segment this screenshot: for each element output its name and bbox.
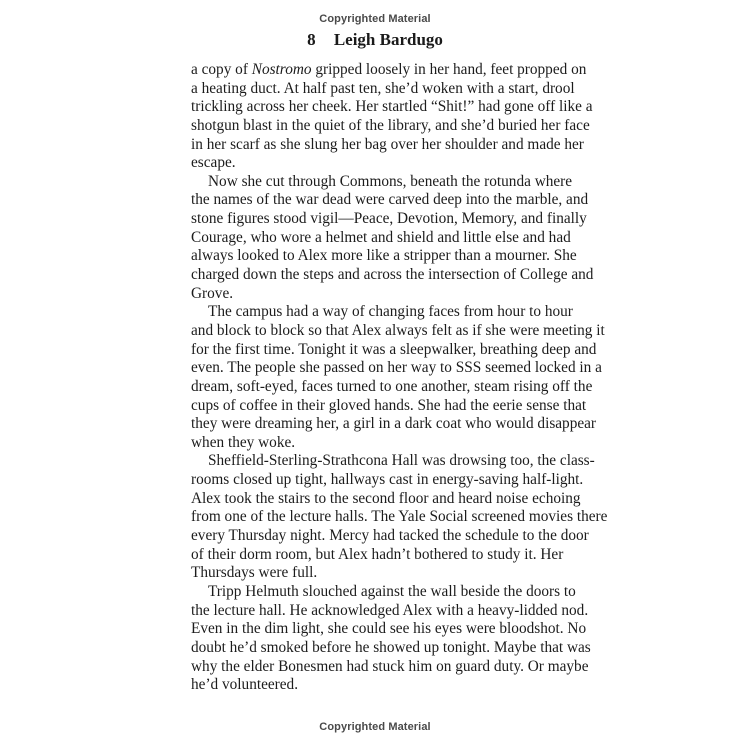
text-line: Even in the dim light, she could see his eyes were bloodshot. No — [191, 620, 587, 638]
text-line: dream, soft-eyed, faces turned to one another, steam rising off the — [191, 377, 593, 395]
text-line: in her scarf as she slung her bag over her shoulder and made her — [191, 135, 584, 153]
text-line: every Thursday night. Mercy had tacked the schedule to the door — [191, 527, 589, 545]
text-line: why the elder Bonesmen had stuck him on guard duty. Or maybe — [191, 657, 589, 675]
text-line: doubt he’d smoked before he showed up tonight. Maybe that was — [191, 638, 591, 656]
author-name: Leigh Bardugo — [333, 30, 443, 49]
paragraph — [191, 172, 594, 303]
text-line: and block to block so that Alex always felt as if she were meeting it — [191, 321, 605, 339]
paragraph — [191, 452, 608, 582]
text-line: from one of the lecture halls. The Yale Social screened movies there — [191, 508, 608, 526]
text-line: rooms closed up tight, hallways cast in energy-saving half-light. — [191, 471, 584, 489]
text-line: escape. — [191, 154, 236, 172]
copyright-watermark-bottom: Copyrighted Material — [319, 721, 431, 733]
text-line: Tripp Helmuth slouched against the wall beside the doors to — [208, 582, 576, 600]
text-line: stone figures stood vigil—Peace, Devotion, Memory, and finally — [191, 210, 587, 228]
text-line: of their dorm room, but Alex hadn’t bothered to study it. Her — [191, 545, 564, 563]
text-line: trickling across her cheek. Her startled “Shit!” had gone off like a — [191, 98, 593, 116]
text-line: Thursdays were full. — [191, 564, 318, 582]
text-line: always looked to Alex more like a stripper than a mourner. She — [191, 247, 577, 265]
text-line: Grove. — [191, 284, 234, 302]
paragraph — [191, 61, 593, 173]
text-line: Now she cut through Commons, beneath the rotunda where — [208, 172, 573, 190]
text-line: charged down the steps and across the intersection of College and — [191, 266, 594, 284]
copyright-watermark-top: Copyrighted Material — [319, 13, 431, 25]
body-text — [191, 61, 608, 695]
text-line: they were dreaming her, a girl in a dark coat who would disappear — [191, 415, 597, 433]
text-line: even. The people she passed on her way to SSS seemed locked in a — [191, 359, 602, 377]
running-head — [0, 30, 750, 50]
text-line: Courage, who wore a helmet and shield and little else and had — [191, 228, 571, 246]
paragraph — [191, 582, 591, 695]
book-title: Nostromo — [251, 61, 312, 78]
text-line: the names of the war dead were carved deep into the marble, and — [191, 191, 589, 209]
text-line: the lecture hall. He acknowledged Alex with a heavy-lidded nod. — [191, 601, 589, 619]
page-number: 8 — [307, 30, 316, 49]
text-line: shotgun blast in the quiet of the library, and she’d buried her face — [191, 116, 590, 134]
text-line: for the first time. Tonight it was a sleepwalker, breathing deep and — [191, 340, 597, 358]
text-line: cups of coffee in their gloved hands. She had the eerie sense that — [191, 396, 587, 414]
text-line: Sheffield-Sterling-Strathcona Hall was drowsing too, the class- — [208, 452, 595, 470]
text-line: when they woke. — [191, 433, 296, 451]
text-line: he’d volunteered. — [191, 676, 299, 694]
text-line: a heating duct. At half past ten, she’d woken with a start, drool — [191, 79, 575, 97]
text-line: a copy of Nostromo gripped loosely in her hand, feet propped on — [191, 61, 587, 78]
text-line: Alex took the stairs to the second floor and heard noise echoing — [191, 489, 581, 507]
text-line: The campus had a way of changing faces from hour to hour — [208, 303, 573, 321]
paragraph — [191, 303, 605, 452]
